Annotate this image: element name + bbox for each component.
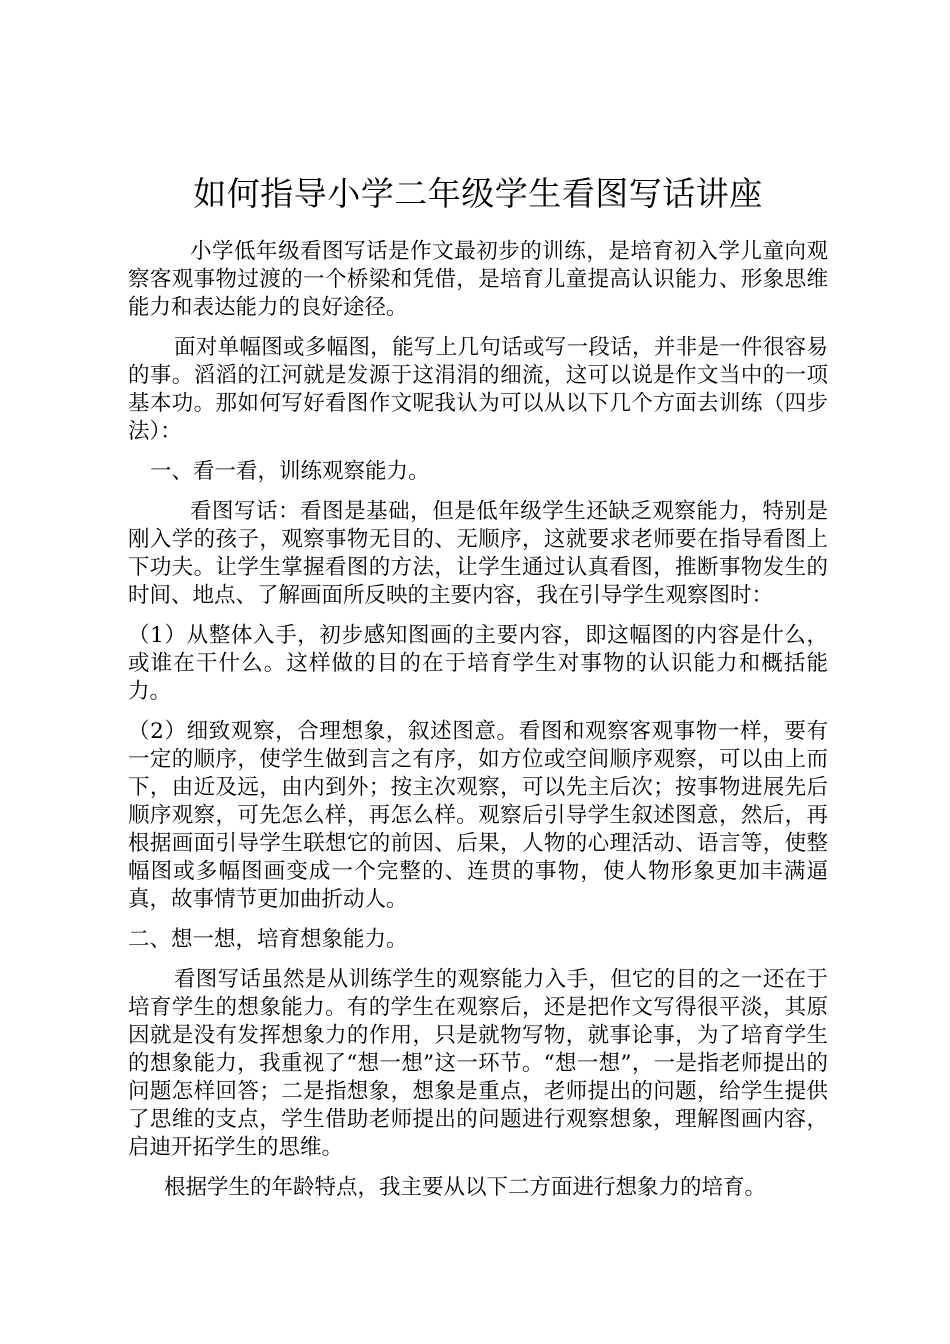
section-heading-imagine: 二、想一想，培育想象能力。 <box>128 927 408 952</box>
paragraph-step-1: （1）从整体入手，初步感知图画的主要内容，即这幅图的内容是什么，或谁在干什么。这样做的目的在于培育学生对事物的认识能力和概括能力。 <box>128 623 828 704</box>
paragraph-basic-skill: 面对单幅图或多幅图，能写上几句话或写一段话，并非是一件很容易的事。滔滔的江河就是发源于这涓涓的细流，这可以说是作文当中的一项基本功。那如何写好看图作文呢我认为可以从以下几个方面去训练（四步法）： <box>128 335 828 444</box>
paragraph-step-2: （2）细致观察，合理想象，叙述图意。看图和观察客观事物一样，要有一定的顺序，使学生做到言之有序，如方位或空间顺序观察，可以由上而下，由近及远，由内到外；按主次观察，可以先主后次；按事物进展先后顺序观察，可先怎么样，再怎么样。观察后引导学生叙述图意，然后，再根据画面引导学生联想它的前因、后果，人物的心理活动、语言等，使整幅图或多幅图画变成一个完整的、连贯的事物，使人物形象更加丰满逼真，故事情节更加曲折动人。 <box>128 719 828 912</box>
document-title: 如何指导小学二年级学生看图写话讲座 <box>193 174 763 213</box>
paragraph-imagine: 看图写话虽然是从训练学生的观察能力入手，但它的目的之一还在于培育学生的想象能力。有的学生在观察后，还是把作文写得很平淡，其原因就是没有发挥想象力的作用，只是就物写物，就事论事，为了培育学生的想象能力，我重视了“想一想”这一环节。“想一想”，一是指老师提出的问题怎样回答；二是指想象，想象是重点，老师提出的问题，给学生提供了思维的支点，学生借助老师提出的问题进行观察想象，理解图画内容，启迪开拓学生的思维。 <box>128 967 828 1160</box>
paragraph-closing: 根据学生的年龄特点，我主要从以下二方面进行想象力的培育。 <box>164 1175 767 1200</box>
paragraph-intro: 小学低年级看图写话是作文最初步的训练，是培育初入学儿童向观察客观事物过渡的一个桥梁和凭借，是培育儿童提高认识能力、形象思维能力和表达能力的良好途径。 <box>128 239 828 320</box>
document-page <box>128 168 828 1214</box>
paragraph-observe: 看图写话：看图是基础，但是低年级学生还缺乏观察能力，特别是刚入学的孩子，观察事物无目的、无顺序，这就要求老师要在指导看图上下功夫。让学生掌握看图的方法，让学生通过认真看图，推断事物发生的时间、地点、了解画面所反映的主要内容，我在引导学生观察图时： <box>128 499 828 608</box>
section-heading-observe: 一、看一看，训练观察能力。 <box>150 459 430 484</box>
